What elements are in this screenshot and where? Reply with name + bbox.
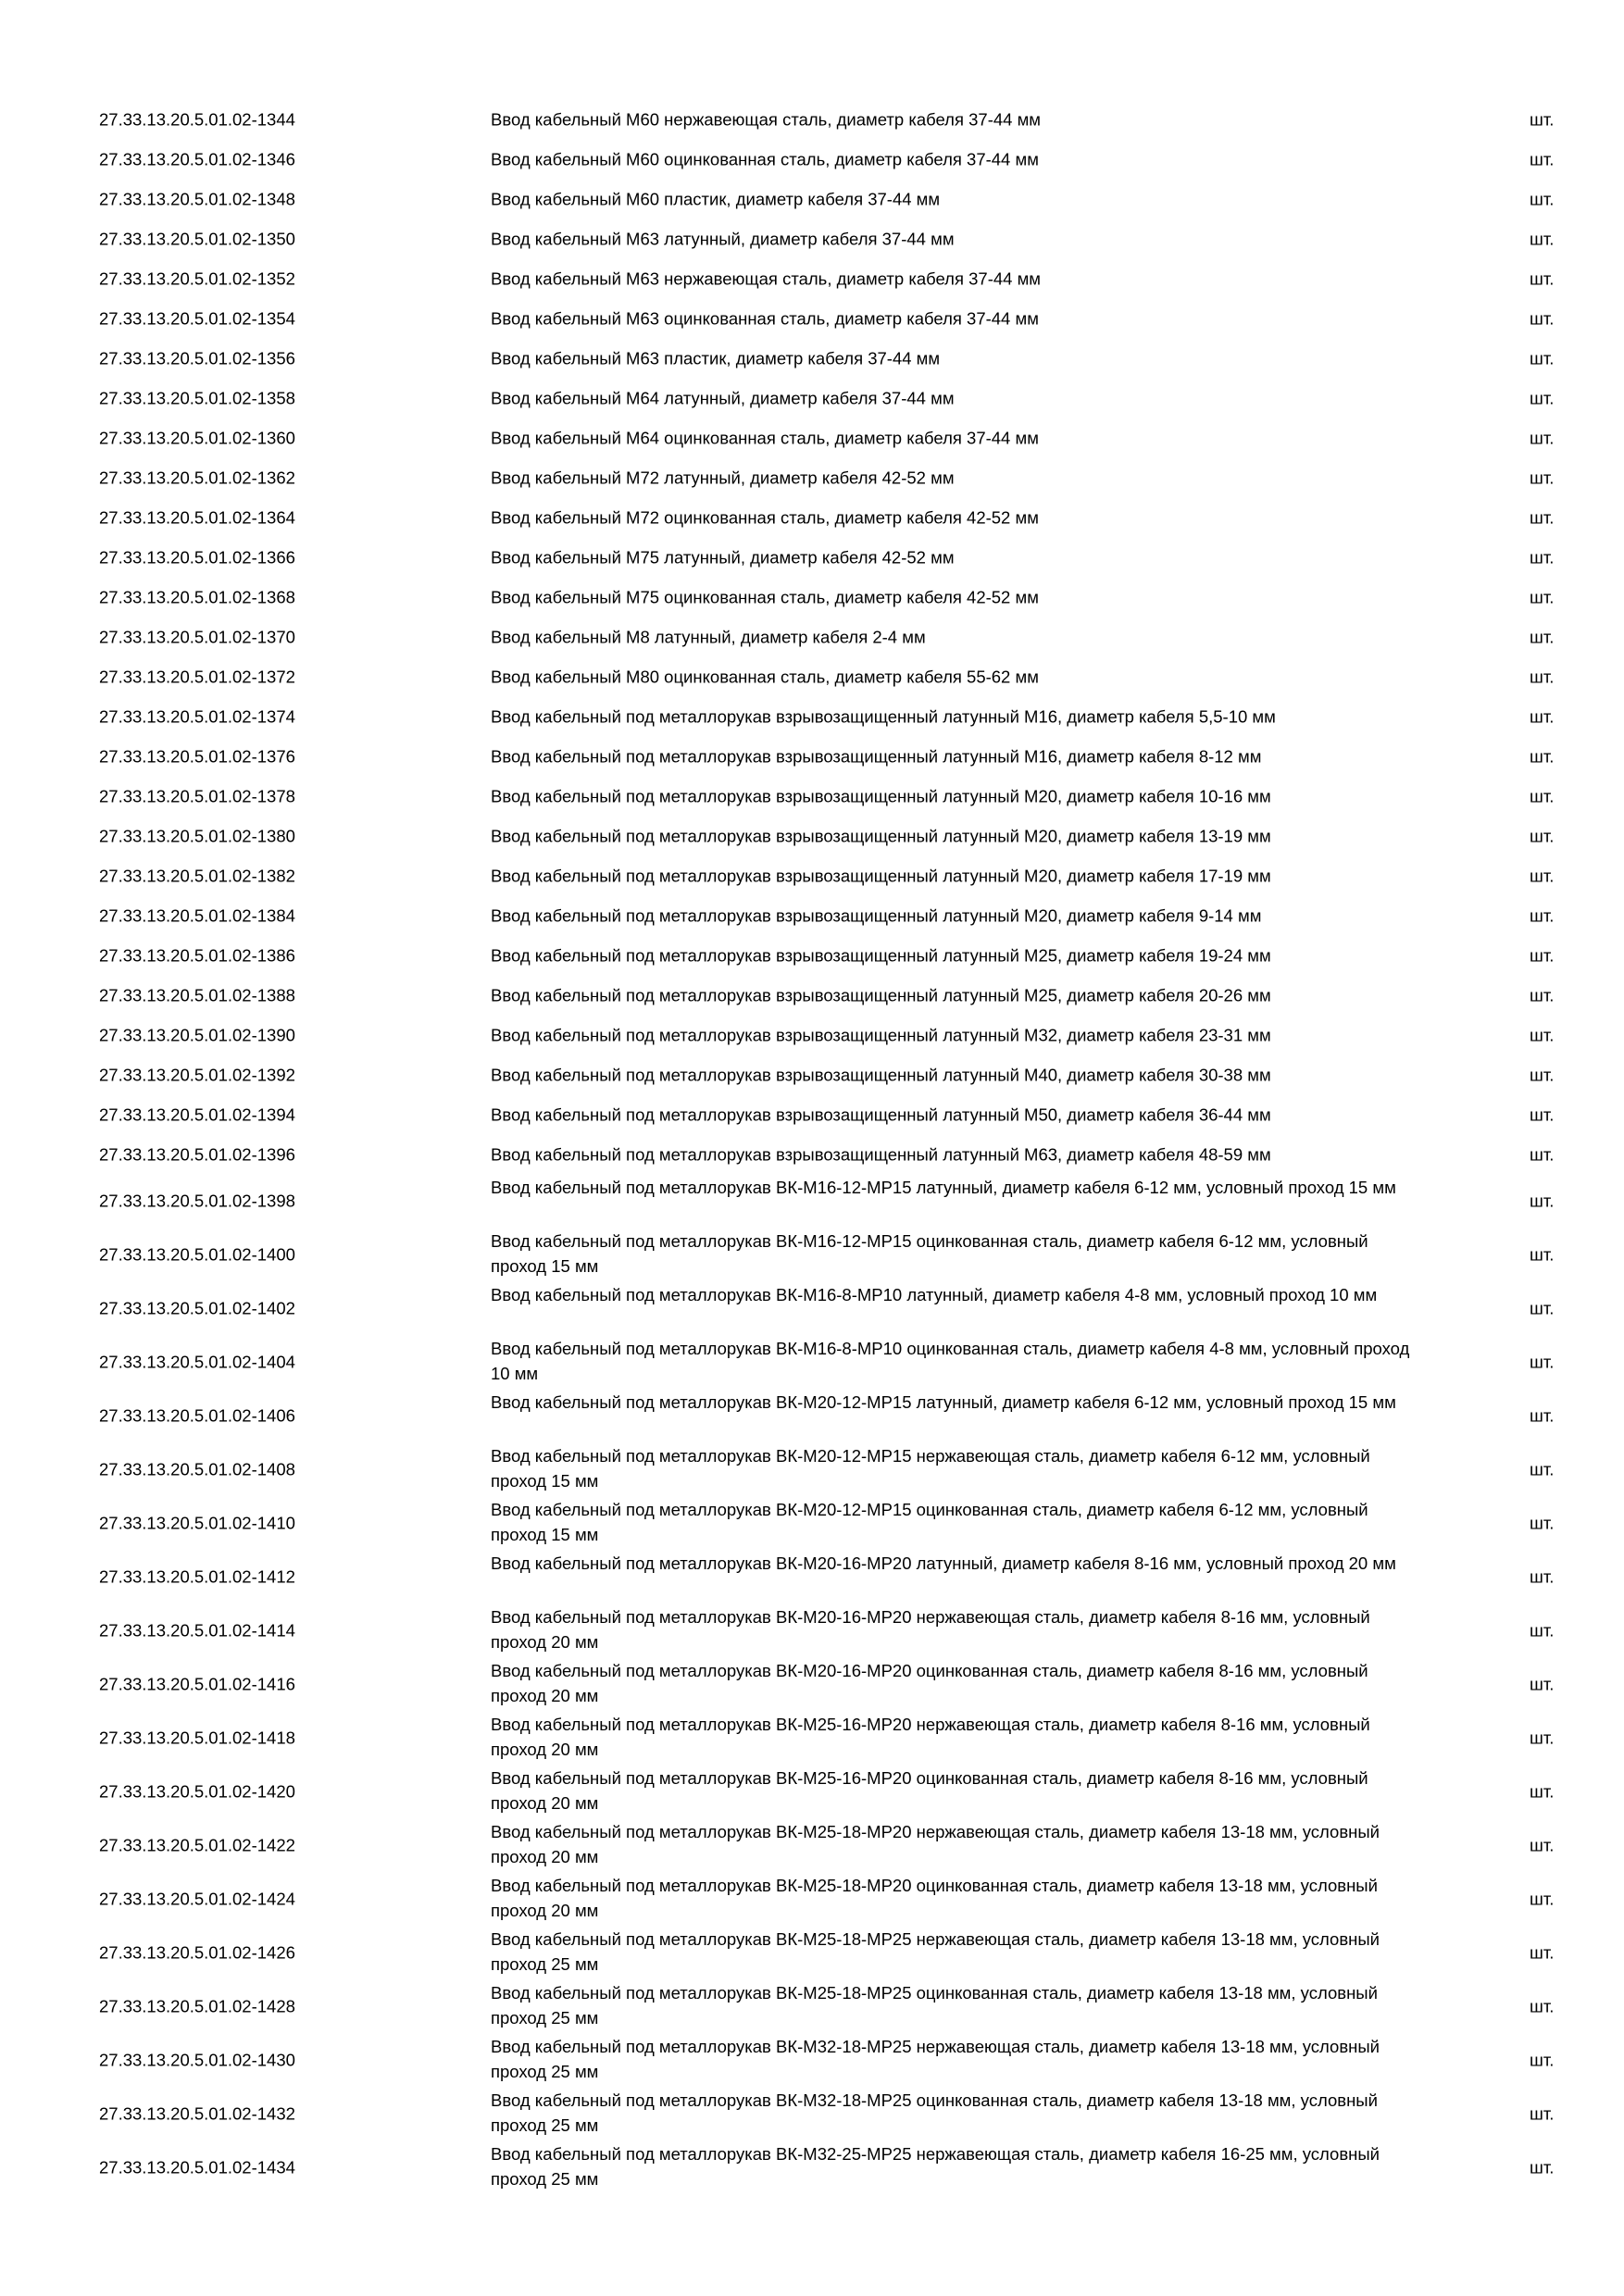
row-unit: шт. xyxy=(1530,1065,1555,1084)
table-row xyxy=(0,1134,1624,1174)
row-code: 27.33.13.20.5.01.02-1394 xyxy=(99,1104,295,1124)
row-code: 27.33.13.20.5.01.02-1390 xyxy=(99,1025,295,1044)
row-name: Ввод кабельный под металлорукав взрывозащищенный латунный М20, диаметр кабеля 10-16 мм xyxy=(491,786,1271,805)
table-row xyxy=(0,1442,1624,1496)
table-row xyxy=(0,1496,1624,1550)
row-name: Ввод кабельный под металлорукав ВК-М20-12-МР15 латунный, диаметр кабеля 6-12 мм, условный проход 15 мм xyxy=(491,1392,1396,1412)
row-code: 27.33.13.20.5.01.02-1348 xyxy=(99,189,295,208)
table-row xyxy=(0,1603,1624,1657)
row-unit: шт. xyxy=(1530,507,1555,527)
row-name: Ввод кабельный под металлорукав взрывозащищенный латунный М40, диаметр кабеля 30-38 мм xyxy=(491,1065,1271,1084)
row-code: 27.33.13.20.5.01.02-1380 xyxy=(99,826,295,845)
row-unit: шт. xyxy=(1530,229,1555,248)
row-unit: шт. xyxy=(1530,1244,1555,1265)
row-name: Ввод кабельный под металлорукав ВК-М25-18-МР20 нержавеющая сталь, диаметр кабеля 13-18 мм, условный проход 20 мм xyxy=(491,1822,1380,1866)
table-row xyxy=(0,1550,1624,1603)
table-row xyxy=(0,895,1624,935)
row-code: 27.33.13.20.5.01.02-1368 xyxy=(99,587,295,606)
row-unit: шт. xyxy=(1530,1835,1555,1855)
row-code: 27.33.13.20.5.01.02-1360 xyxy=(99,428,295,447)
row-code: 27.33.13.20.5.01.02-1396 xyxy=(99,1144,295,1164)
row-name: Ввод кабельный М63 латунный, диаметр кабеля 37-44 мм xyxy=(491,229,955,248)
row-name: Ввод кабельный под металлорукав ВК-М16-8-МР10 оцинкованная сталь, диаметр кабеля 4-8 мм, условный проход 10 мм xyxy=(491,1339,1410,1383)
row-code: 27.33.13.20.5.01.02-1402 xyxy=(99,1298,295,1318)
row-code: 27.33.13.20.5.01.02-1364 xyxy=(99,507,295,527)
table-row xyxy=(0,497,1624,537)
row-name: Ввод кабельный М64 оцинкованная сталь, диаметр кабеля 37-44 мм xyxy=(491,428,1039,447)
row-unit: шт. xyxy=(1530,627,1555,646)
row-unit: шт. xyxy=(1530,109,1555,129)
table-row xyxy=(0,457,1624,497)
row-unit: шт. xyxy=(1530,428,1555,447)
table-row xyxy=(0,2140,1624,2194)
row-name: Ввод кабельный под металлорукав ВК-М25-16-МР20 нержавеющая сталь, диаметр кабеля 8-16 мм, условный проход 20 мм xyxy=(491,1715,1370,1759)
row-unit: шт. xyxy=(1530,786,1555,805)
row-unit: шт. xyxy=(1530,149,1555,168)
row-code: 27.33.13.20.5.01.02-1408 xyxy=(99,1459,295,1479)
table-row xyxy=(0,1335,1624,1389)
row-name: Ввод кабельный под металлорукав ВК-М16-12-МР15 латунный, диаметр кабеля 6-12 мм, условный проход 15 мм xyxy=(491,1178,1396,1197)
row-name: Ввод кабельный под металлорукав взрывозащищенный латунный М16, диаметр кабеля 8-12 мм xyxy=(491,746,1262,766)
row-code: 27.33.13.20.5.01.02-1354 xyxy=(99,308,295,328)
row-code: 27.33.13.20.5.01.02-1350 xyxy=(99,229,295,248)
row-code: 27.33.13.20.5.01.02-1376 xyxy=(99,746,295,766)
table-row xyxy=(0,1818,1624,1872)
row-unit: шт. xyxy=(1530,388,1555,407)
row-unit: шт. xyxy=(1530,1620,1555,1641)
row-unit: шт. xyxy=(1530,587,1555,606)
table-row xyxy=(0,1711,1624,1765)
row-code: 27.33.13.20.5.01.02-1422 xyxy=(99,1835,295,1855)
table-row xyxy=(0,656,1624,696)
row-name: Ввод кабельный под металлорукав взрывозащищенный латунный М16, диаметр кабеля 5,5-10 мм xyxy=(491,706,1276,726)
row-name: Ввод кабельный под металлорукав взрывозащищенный латунный М25, диаметр кабеля 20-26 мм xyxy=(491,985,1271,1004)
row-name: Ввод кабельный под металлорукав ВК-М25-18-МР20 оцинкованная сталь, диаметр кабеля 13-18 мм, условный проход 20 мм xyxy=(491,1876,1378,1920)
table-row xyxy=(0,1228,1624,1281)
row-code: 27.33.13.20.5.01.02-1434 xyxy=(99,2157,295,2177)
row-name: Ввод кабельный М63 оцинкованная сталь, диаметр кабеля 37-44 мм xyxy=(491,308,1039,328)
table-row xyxy=(0,776,1624,816)
table-row xyxy=(0,855,1624,895)
row-name: Ввод кабельный под металлорукав взрывозащищенный латунный М63, диаметр кабеля 48-59 мм xyxy=(491,1144,1271,1164)
row-code: 27.33.13.20.5.01.02-1404 xyxy=(99,1352,295,1372)
row-unit: шт. xyxy=(1530,1728,1555,1748)
row-code: 27.33.13.20.5.01.02-1426 xyxy=(99,1942,295,1963)
row-code: 27.33.13.20.5.01.02-1414 xyxy=(99,1620,295,1641)
row-code: 27.33.13.20.5.01.02-1386 xyxy=(99,945,295,965)
row-name: Ввод кабельный под металлорукав ВК-М20-12-МР15 нержавеющая сталь, диаметр кабеля 6-12 мм, условный проход 15 мм xyxy=(491,1446,1370,1491)
row-unit: шт. xyxy=(1530,1352,1555,1372)
row-unit: шт. xyxy=(1530,706,1555,726)
row-code: 27.33.13.20.5.01.02-1428 xyxy=(99,1996,295,2016)
row-code: 27.33.13.20.5.01.02-1372 xyxy=(99,667,295,686)
row-name: Ввод кабельный М75 оцинкованная сталь, диаметр кабеля 42-52 мм xyxy=(491,587,1039,606)
table-row xyxy=(0,935,1624,975)
row-unit: шт. xyxy=(1530,1191,1555,1211)
row-name: Ввод кабельный под металлорукав ВК-М25-18-МР25 нержавеющая сталь, диаметр кабеля 13-18 мм, условный проход 25 мм xyxy=(491,1929,1380,1974)
row-code: 27.33.13.20.5.01.02-1388 xyxy=(99,985,295,1004)
table-row xyxy=(0,218,1624,258)
row-unit: шт. xyxy=(1530,985,1555,1004)
table-row xyxy=(0,179,1624,218)
row-unit: шт. xyxy=(1530,1459,1555,1479)
table-row xyxy=(0,2033,1624,2087)
row-name: Ввод кабельный под металлорукав ВК-М20-16-МР20 оцинкованная сталь, диаметр кабеля 8-16 мм, условный проход 20 мм xyxy=(491,1661,1368,1705)
row-name: Ввод кабельный М60 нержавеющая сталь, диаметр кабеля 37-44 мм xyxy=(491,109,1042,129)
row-unit: шт. xyxy=(1530,2157,1555,2177)
row-name: Ввод кабельный под металлорукав ВК-М16-12-МР15 оцинкованная сталь, диаметр кабеля 6-12 мм, условный проход 15 мм xyxy=(491,1231,1368,1276)
table-row xyxy=(0,1174,1624,1228)
row-code: 27.33.13.20.5.01.02-1418 xyxy=(99,1728,295,1748)
row-name: Ввод кабельный М72 оцинкованная сталь, диаметр кабеля 42-52 мм xyxy=(491,507,1039,527)
row-unit: шт. xyxy=(1530,547,1555,567)
row-code: 27.33.13.20.5.01.02-1370 xyxy=(99,627,295,646)
table-row xyxy=(0,816,1624,855)
row-unit: шт. xyxy=(1530,2050,1555,2070)
row-code: 27.33.13.20.5.01.02-1378 xyxy=(99,786,295,805)
row-name: Ввод кабельный М63 нержавеющая сталь, диаметр кабеля 37-44 мм xyxy=(491,268,1042,288)
row-code: 27.33.13.20.5.01.02-1366 xyxy=(99,547,295,567)
row-name: Ввод кабельный под металлорукав ВК-М16-8-МР10 латунный, диаметр кабеля 4-8 мм, условный проход 10 мм xyxy=(491,1285,1378,1304)
row-code: 27.33.13.20.5.01.02-1346 xyxy=(99,149,295,168)
row-name: Ввод кабельный М80 оцинкованная сталь, диаметр кабеля 55-62 мм xyxy=(491,667,1039,686)
row-unit: шт. xyxy=(1530,1889,1555,1909)
row-unit: шт. xyxy=(1530,945,1555,965)
table-row xyxy=(0,1979,1624,2033)
row-code: 27.33.13.20.5.01.02-1352 xyxy=(99,268,295,288)
row-unit: шт. xyxy=(1530,746,1555,766)
row-unit: шт. xyxy=(1530,268,1555,288)
row-unit: шт. xyxy=(1530,1566,1555,1587)
table-row xyxy=(0,298,1624,338)
table-row xyxy=(0,1657,1624,1711)
row-unit: шт. xyxy=(1530,1996,1555,2016)
row-unit: шт. xyxy=(1530,667,1555,686)
row-unit: шт. xyxy=(1530,348,1555,368)
row-name: Ввод кабельный под металлорукав ВК-М20-16-МР20 латунный, диаметр кабеля 8-16 мм, условный проход 20 мм xyxy=(491,1554,1396,1573)
row-name: Ввод кабельный под металлорукав взрывозащищенный латунный М25, диаметр кабеля 19-24 мм xyxy=(491,945,1271,965)
row-unit: шт. xyxy=(1530,189,1555,208)
table-row xyxy=(0,418,1624,457)
row-code: 27.33.13.20.5.01.02-1424 xyxy=(99,1889,295,1909)
table-row xyxy=(0,696,1624,736)
row-name: Ввод кабельный под металлорукав взрывозащищенный латунный М20, диаметр кабеля 9-14 мм xyxy=(491,905,1262,925)
row-name: Ввод кабельный под металлорукав ВК-М20-12-МР15 оцинкованная сталь, диаметр кабеля 6-12 мм, условный проход 15 мм xyxy=(491,1500,1368,1544)
row-code: 27.33.13.20.5.01.02-1362 xyxy=(99,468,295,487)
row-unit: шт. xyxy=(1530,1513,1555,1533)
row-name: Ввод кабельный под металлорукав ВК-М20-16-МР20 нержавеющая сталь, диаметр кабеля 8-16 мм, условный проход 20 мм xyxy=(491,1607,1370,1652)
row-code: 27.33.13.20.5.01.02-1344 xyxy=(99,109,295,129)
table-row xyxy=(0,617,1624,656)
row-name: Ввод кабельный под металлорукав взрывозащищенный латунный М32, диаметр кабеля 23-31 мм xyxy=(491,1025,1271,1044)
row-unit: шт. xyxy=(1530,2103,1555,2124)
row-code: 27.33.13.20.5.01.02-1420 xyxy=(99,1781,295,1802)
row-name: Ввод кабельный под металлорукав взрывозащищенный латунный М50, диаметр кабеля 36-44 мм xyxy=(491,1104,1271,1124)
row-name: Ввод кабельный под металлорукав взрывозащищенный латунный М20, диаметр кабеля 13-19 мм xyxy=(491,826,1271,845)
row-code: 27.33.13.20.5.01.02-1406 xyxy=(99,1405,295,1426)
table-row xyxy=(0,378,1624,418)
row-name: Ввод кабельный под металлорукав ВК-М32-18-МР25 нержавеющая сталь, диаметр кабеля 13-18 мм, условный проход 25 мм xyxy=(491,2037,1380,2081)
table-row xyxy=(0,338,1624,378)
row-name: Ввод кабельный М60 оцинкованная сталь, диаметр кабеля 37-44 мм xyxy=(491,149,1039,168)
row-code: 27.33.13.20.5.01.02-1398 xyxy=(99,1191,295,1211)
table-row xyxy=(0,1926,1624,1979)
row-name: Ввод кабельный под металлорукав ВК-М32-18-МР25 оцинкованная сталь, диаметр кабеля 13-18 мм, условный проход 25 мм xyxy=(491,2090,1378,2135)
row-unit: шт. xyxy=(1530,1298,1555,1318)
table-row xyxy=(0,1094,1624,1134)
row-code: 27.33.13.20.5.01.02-1432 xyxy=(99,2103,295,2124)
row-code: 27.33.13.20.5.01.02-1384 xyxy=(99,905,295,925)
row-name: Ввод кабельный под металлорукав ВК-М25-16-МР20 оцинкованная сталь, диаметр кабеля 8-16 мм, условный проход 20 мм xyxy=(491,1768,1368,1813)
table-row xyxy=(0,99,1624,139)
row-code: 27.33.13.20.5.01.02-1392 xyxy=(99,1065,295,1084)
row-unit: шт. xyxy=(1530,1674,1555,1694)
table-row xyxy=(0,736,1624,776)
table-row xyxy=(0,1765,1624,1818)
row-name: Ввод кабельный М8 латунный, диаметр кабеля 2-4 мм xyxy=(491,627,926,646)
row-code: 27.33.13.20.5.01.02-1400 xyxy=(99,1244,295,1265)
row-code: 27.33.13.20.5.01.02-1374 xyxy=(99,706,295,726)
row-code: 27.33.13.20.5.01.02-1356 xyxy=(99,348,295,368)
row-code: 27.33.13.20.5.01.02-1412 xyxy=(99,1566,295,1587)
table-row xyxy=(0,1872,1624,1926)
row-name: Ввод кабельный М75 латунный, диаметр кабеля 42-52 мм xyxy=(491,547,955,567)
table-row xyxy=(0,1054,1624,1094)
row-unit: шт. xyxy=(1530,1144,1555,1164)
row-code: 27.33.13.20.5.01.02-1416 xyxy=(99,1674,295,1694)
row-name: Ввод кабельный под металлорукав ВК-М25-18-МР25 оцинкованная сталь, диаметр кабеля 13-18 мм, условный проход 25 мм xyxy=(491,1983,1378,2028)
table-row xyxy=(0,258,1624,298)
table-row xyxy=(0,975,1624,1015)
row-unit: шт. xyxy=(1530,1104,1555,1124)
row-name: Ввод кабельный М72 латунный, диаметр кабеля 42-52 мм xyxy=(491,468,955,487)
table-row xyxy=(0,139,1624,179)
row-code: 27.33.13.20.5.01.02-1430 xyxy=(99,2050,295,2070)
row-name: Ввод кабельный под металлорукав взрывозащищенный латунный М20, диаметр кабеля 17-19 мм xyxy=(491,866,1271,885)
row-name: Ввод кабельный под металлорукав ВК-М32-25-МР25 нержавеющая сталь, диаметр кабеля 16-25 мм, условный проход 25 мм xyxy=(491,2144,1380,2189)
row-unit: шт. xyxy=(1530,1781,1555,1802)
row-code: 27.33.13.20.5.01.02-1382 xyxy=(99,866,295,885)
row-unit: шт. xyxy=(1530,1405,1555,1426)
table-row xyxy=(0,537,1624,577)
row-unit: шт. xyxy=(1530,308,1555,328)
table-row xyxy=(0,1281,1624,1335)
row-unit: шт. xyxy=(1530,1025,1555,1044)
row-name: Ввод кабельный М64 латунный, диаметр кабеля 37-44 мм xyxy=(491,388,955,407)
row-unit: шт. xyxy=(1530,468,1555,487)
table-row xyxy=(0,577,1624,617)
table-row xyxy=(0,1015,1624,1054)
table-row xyxy=(0,1389,1624,1442)
table-row xyxy=(0,2087,1624,2140)
row-code: 27.33.13.20.5.01.02-1358 xyxy=(99,388,295,407)
row-name: Ввод кабельный М63 пластик, диаметр кабеля 37-44 мм xyxy=(491,348,941,368)
row-code: 27.33.13.20.5.01.02-1410 xyxy=(99,1513,295,1533)
row-unit: шт. xyxy=(1530,826,1555,845)
row-name: Ввод кабельный М60 пластик, диаметр кабеля 37-44 мм xyxy=(491,189,941,208)
row-unit: шт. xyxy=(1530,866,1555,885)
row-unit: шт. xyxy=(1530,905,1555,925)
row-unit: шт. xyxy=(1530,1942,1555,1963)
